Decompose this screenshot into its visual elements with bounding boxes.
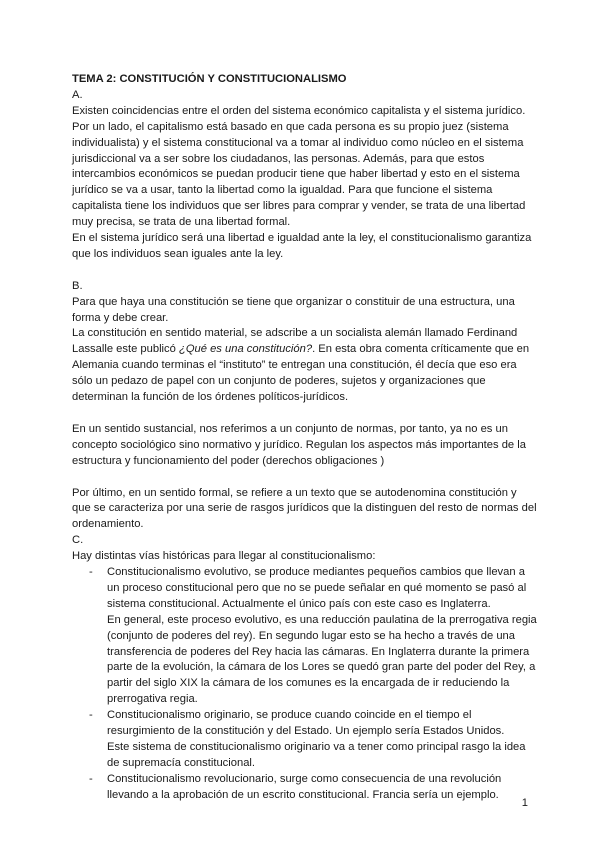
section-a-paragraph: Existen coincidencias entre el orden del sistema económico capitalista y el sistema jurídico. Por un lado, el capitalismo está basado en que cada persona es su propio juez (sistema individualista) y el sistema constitucional va a tomar al individuo como núcleo en el sistema jurisdiccional va a ser sobre los ciudadanos, las personas. Además, para que estos intercambios económicos se puedan producir tiene que haber libertad y esto en el sistema jurídico se va a usar, tanto la libertad como la igualdad. Para que funcione el sistema capitalista tiene los individuos que ser libres para comprar y vender, se trata de una libertad muy precisa, se trata de una libertad formal. [72,104,526,229]
section-c-intro: Hay distintas vías históricas para llegar al constitucionalismo: [72,550,376,563]
section-b-paragraph: Para que haya una constitución se tiene que organizar o constituir de una estructura, una forma y debe crear. [72,295,515,324]
historical-paths-list [72,565,538,804]
spacer [72,406,538,422]
page-number: 1 [521,797,528,809]
list-item-text: - Constitucionalismo revolucionario, surge como consecuencia de una revolución llevando a la aprobación de un escrito constitucional. Francia sería un ejemplo. [107,772,502,801]
section-a-paragraph: En el sistema jurídico será una libertad e igualdad ante la ley, el constitucionalismo garantiza que los individuos sean iguales ante la ley. [72,232,532,260]
book-title: ¿Qué es una constitución? [178,343,313,356]
list-item-text: Este sistema de constitucionalismo originario va a tener como principal rasgo la idea de supremacía constitucional. [107,741,526,769]
section-b-paragraph: En un sentido sustancial, nos referimos a un conjunto de normas, por tanto, ya no es un concepto sociológico sino normativo y jurídico. Regulan los aspectos más importantes de la estructura y funcionamiento del poder (derechos obligaciones ) [72,422,526,467]
spacer [72,263,538,279]
section-b-heading: B. [72,279,83,292]
list-item [107,708,538,772]
section-c-heading: C. [72,534,84,547]
document-page [72,72,538,804]
list-item [107,772,538,804]
section-a-heading: A. [72,88,83,101]
document-title: TEMA 2: CONSTITUCIÓN Y CONSTITUCIONALISMO [72,73,347,85]
spacer [72,470,538,486]
paragraph-text: . En esta obra comenta críticamente que en Alemania cuando terminas el “instituto” te entregan una constitución, él decía que eso era sólo un pedazo de papel con un conjunto de poderes, sujetos y organizaciones que determinan la función de los órdenes políticos-jurídicos. [72,343,530,404]
list-item-text: En general, este proceso evolutivo, es una reducción paulatina de la prerrogativa regia (conjunto de poderes del rey). En segundo lugar esto se ha hecho a través de una transferencia de poderes del Rey hacia las cámaras. En Inglaterra durante la primera parte de la evolución, la cámara de los Lores se quedó gran parte del poder del Rey, a partir del siglo XIX la cámara de los comunes es la encargada de ir reduciendo la prerrogativa regia. [107,613,537,706]
list-item-text: - Constitucionalismo originario, se produce cuando coincide en el tiempo el resurgimiento de la constitución y del Estado. Un ejemplo sería Estados Unidos. [107,709,505,738]
list-item [107,565,538,708]
section-b-paragraph [72,326,538,406]
list-item-text: - Constitucionalismo evolutivo, se produce mediantes pequeños cambios que llevan a un proceso constitucional pero que no se puede señalar en qué momento se pasó al sistema constitucional. Actualmente el único país con este caso es Inglaterra. [107,566,527,610]
paragraph-text: La constitución en sentido material, se adscribe a un socialista alemán llamado Ferdinand Lassalle este publicó [72,327,518,356]
section-b-paragraph: Por último, en un sentido formal, se refiere a un texto que se autodenomina constitución y que se caracteriza por una serie de rasgos jurídicos que la distinguen del resto de normas del ordenamiento. [72,486,537,531]
